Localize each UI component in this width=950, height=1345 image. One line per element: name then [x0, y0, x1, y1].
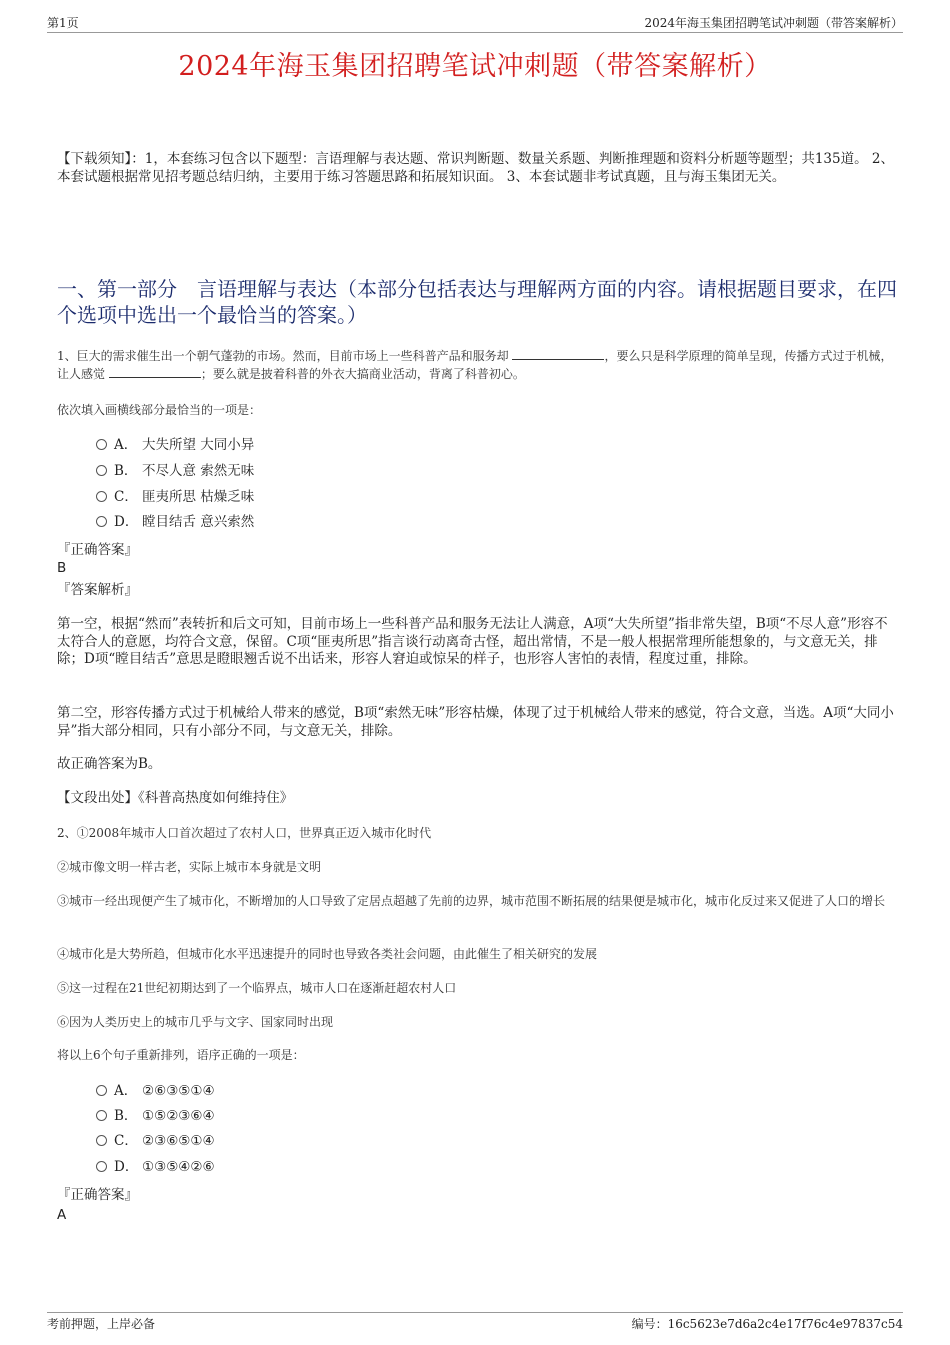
q2-sentence-4: ④城市化是大势所趋，但城市化水平迅速提升的同时也导致各类社会问题，由此催生了相关研究的发展: [57, 947, 598, 961]
q2-answer-label: 『正确答案』: [57, 1187, 138, 1203]
radio-icon[interactable]: [96, 439, 107, 450]
q1-answer: B: [57, 560, 67, 576]
option-letter: B．: [114, 463, 138, 479]
option-letter: C．: [114, 489, 138, 505]
fill-blank: [512, 347, 604, 360]
page-header: [47, 14, 903, 33]
q2-sentence-1: 2、①2008年城市人口首次超过了农村人口，世界真正迈入城市化时代: [57, 826, 432, 840]
q1-stem-part-c: ；要么就是披着科普的外衣大搞商业活动，背离了科普初心。: [200, 367, 525, 381]
q2-option-b[interactable]: [96, 1106, 215, 1126]
page-footer: [47, 1312, 903, 1331]
q2-option-a[interactable]: [96, 1081, 215, 1101]
q2-sentence-2: ②城市像文明一样古老，实际上城市本身就是文明: [57, 860, 322, 874]
q1-analysis-paragraph-1: 第一空，根据“然而”表转折和后文可知，目前市场上一些科普产品和服务无法让人满意，A项“大失所望”指非常失望，B项“不尽人意”形容不太符合人的意愿，均符合文意，保留。C项“匪夷所思”指言谈行动离奇古怪，超出常情，不是一般人根据常理所能想象的，与文意无关，排除；D项“瞠目结舌”意思是瞪眼翘舌说不出话来，形容人窘迫或惊呆的样子，也形容人害怕的表情，程度过重，排除。: [57, 616, 888, 667]
q2-sentence-5: ⑤这一过程在21世纪初期达到了一个临界点，城市人口在逐渐赶超农村人口: [57, 981, 457, 995]
footer-slogan: 考前押题，上岸必备: [47, 1317, 156, 1331]
section-heading: 一、第一部分 言语理解与表达（本部分包括表达与理解两方面的内容。请根据题目要求，在四个选项中选出一个最恰当的答案。）: [57, 277, 897, 327]
page-title: 2024年海玉集团招聘笔试冲刺题（带答案解析）: [178, 51, 772, 82]
option-text: 匪夷所思 枯燥乏味: [142, 489, 255, 505]
radio-icon[interactable]: [96, 1135, 107, 1146]
q2-sentence-3: ③城市一经出现便产生了城市化，不断增加的人口导致了定居点超越了先前的边界，城市范围不断拓展的结果便是城市化，城市化反过来又促进了人口的增长: [57, 894, 886, 908]
option-letter: D．: [114, 1159, 139, 1175]
q1-analysis-label: 『答案解析』: [57, 582, 138, 598]
q1-stem-part-b: ，要么只是科学原理的简单呈现，传播方式过于机械，让人感觉: [57, 349, 893, 381]
download-notice: 【下载须知】：1，本套练习包含以下题型：言语理解与表达题、常识判断题、数量关系题、判断推理题和资料分析题等题型；共135道。 2、本套试题根据常见招考题总结归纳，主要用于练习答题思路和拓展知识面。 3、本套试题非考试真题，且与海玉集团无关。: [57, 151, 894, 185]
page-number: 第1页: [47, 16, 79, 30]
option-letter: D．: [114, 514, 139, 530]
q1-answer-label: 『正确答案』: [57, 542, 138, 558]
question-1-prompt: 依次填入画横线部分最恰当的一项是：: [57, 403, 262, 417]
option-text: ①③⑤④②⑥: [142, 1159, 215, 1175]
q2-option-d[interactable]: [96, 1157, 215, 1177]
option-text: ②⑥③⑤①④: [142, 1083, 215, 1099]
option-letter: B．: [114, 1108, 138, 1124]
radio-icon[interactable]: [96, 491, 107, 502]
q2-answer: A: [57, 1207, 67, 1223]
q1-analysis-paragraph-2: 第二空，形容传播方式过于机械给人带来的感觉，B项“索然无味”形容枯燥，体现了过于机械给人带来的感觉，符合文意，当选。A项“大同小异”指大部分相同，只有小部分不同，与文意无关，排除。: [57, 705, 894, 739]
q1-option-a[interactable]: [96, 435, 254, 455]
option-letter: C．: [114, 1133, 138, 1149]
option-letter: A．: [114, 437, 138, 453]
option-text: 不尽人意 索然无味: [142, 463, 255, 479]
fill-blank: [109, 365, 201, 378]
radio-icon[interactable]: [96, 1161, 107, 1172]
q1-conclusion: 故正确答案为B。: [57, 756, 162, 772]
q1-stem-part-a: 1、巨大的需求催生出一个朝气蓬勃的市场。然而，目前市场上一些科普产品和服务却: [57, 349, 509, 363]
radio-icon[interactable]: [96, 1110, 107, 1121]
radio-icon[interactable]: [96, 516, 107, 527]
option-text: ①⑤②③⑥④: [142, 1108, 215, 1124]
option-text: 瞠目结舌 意兴索然: [142, 514, 255, 530]
q2-sentence-6: ⑥因为人类历史上的城市几乎与文字、国家同时出现: [57, 1015, 334, 1029]
q2-option-c[interactable]: [96, 1131, 215, 1151]
q1-source: 【文段出处】《科普高热度如何维持住》: [57, 790, 294, 806]
option-text: 大失所望 大同小异: [142, 437, 255, 453]
q1-option-d[interactable]: [96, 512, 254, 532]
q1-option-b[interactable]: [96, 461, 254, 481]
footer-doc-id: 编号：16c5623e7d6a2c4e17f76c4e97837c54: [631, 1317, 903, 1331]
option-letter: A．: [114, 1083, 138, 1099]
q1-option-c[interactable]: [96, 487, 254, 507]
option-text: ②③⑥⑤①④: [142, 1133, 215, 1149]
radio-icon[interactable]: [96, 465, 107, 476]
q2-prompt: 将以上6个句子重新排列，语序正确的一项是：: [57, 1048, 305, 1062]
radio-icon[interactable]: [96, 1085, 107, 1096]
header-doc-title: 2024年海玉集团招聘笔试冲刺题（带答案解析）: [644, 16, 903, 30]
question-1-stem: [57, 347, 897, 383]
